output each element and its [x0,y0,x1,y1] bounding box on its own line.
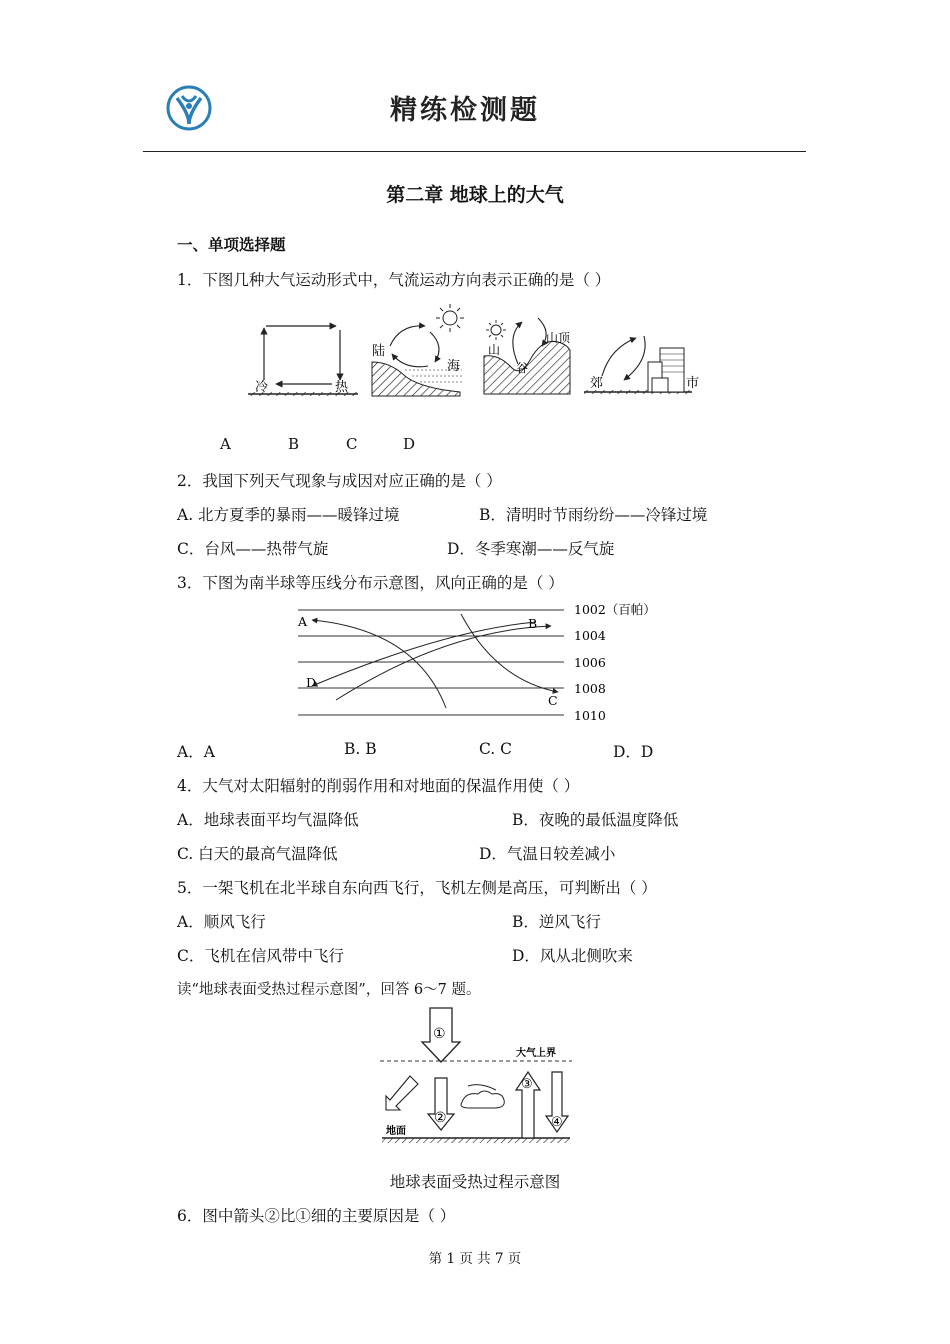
q6-stem: 6．图中箭头②比①细的主要原因是（ ） [177,1207,456,1225]
q3-label-1008: 1008 [574,681,606,696]
header-rule [143,151,806,152]
section-title: 一、单项选择题 [177,235,286,254]
q4-option-d: D．气温日较差减小 [479,845,616,863]
q1-fig-b [372,304,464,396]
q3-arrow-a [312,620,446,708]
q3-arrow-label-d: D [306,675,317,690]
q1-stem: 1．下图几种大气运动形式中，气流运动方向表示正确的是（ ） [177,271,611,289]
header-title: 精练检测题 [390,95,540,126]
q1-label-hot: 热 [335,380,349,395]
q3-arrow-label-a: A [298,614,308,629]
heat-arrow-4-label: ④ [551,1115,563,1130]
q3-arrow-label-b: B [528,616,538,631]
heat-cloud [461,1091,504,1108]
shield-logo-icon [165,84,213,132]
heat-top-label: 大气上界 [516,1048,556,1059]
heat-figure [376,1006,576,1148]
heat-ground-label: 地面 [386,1126,406,1137]
q5-stem: 5．一架飞机在北半球自东向西飞行，飞机左侧是高压，可判断出（ ） [177,879,657,897]
q1-label-city: 市 [686,376,700,391]
q5-option-c: C．飞机在信风带中飞行 [177,947,344,965]
heat-caption: 地球表面受热过程示意图 [389,1173,561,1191]
q1-label-land: 陆 [372,344,386,359]
q2-stem: 2．我国下列天气现象与成因对应正确的是（ ） [177,472,502,490]
q1-option-d: D [403,435,416,453]
q4-stem: 4．大气对太阳辐射的削弱作用和对地面的保温作用使（ ） [177,777,580,795]
q1-label-peak: 山顶 [546,331,571,345]
q4-option-b: B．夜晚的最低温度降低 [512,811,679,829]
q1-label-suburb: 郊 [590,376,604,391]
header-logo [165,84,213,132]
page-footer: 第 1 页 共 7 页 [428,1251,522,1267]
q1-option-a: A [220,435,231,453]
q3-stem: 3．下图为南半球等压线分布示意图，风向正确的是（ ） [177,574,564,592]
q1-label-cold: 冷 [255,380,269,395]
q1-figure [240,296,710,406]
q5-option-b: B．逆风飞行 [512,913,601,931]
q2-option-a: A. 北方夏季的暴雨——暖锋过境 [177,506,400,524]
q3-option-a: A．A [177,743,215,761]
q3-label-1002: 1002（百帕） [574,602,656,617]
q1-label-valley: 谷 [516,361,529,375]
q5-option-d: D．风从北侧吹来 [512,947,633,965]
q3-option-b: B. B [344,740,377,758]
q4-option-a: A．地球表面平均气温降低 [177,811,359,829]
q3-arrow-label-c: C [548,693,558,708]
heat-arrow-1-label: ① [433,1026,446,1042]
heat-arrow-2-label: ② [434,1110,447,1126]
q1-label-sea: 海 [447,359,461,374]
q3-label-1006: 1006 [574,655,606,670]
q1-fig-c [484,318,571,394]
read-intro: 读“地球表面受热过程示意图”，回答 6～7 题。 [177,982,481,998]
q4-option-c: C. 白天的最高气温降低 [177,845,338,863]
q3-figure [296,600,666,730]
q1-label-mountain: 山 [488,343,501,357]
q3-label-1010: 1010 [574,708,606,723]
q2-option-b: B．清明时节雨纷纷——冷锋过境 [479,506,708,524]
chapter-title: 第二章 地球上的大气 [386,184,564,206]
q1-option-c: C [346,435,358,453]
q1-fig-d [584,336,699,392]
q3-option-d: D．D [613,743,654,761]
q5-option-a: A．顺风飞行 [177,913,266,931]
heat-arrow-3-label: ③ [521,1077,533,1092]
q2-option-d: D．冬季寒潮——反气旋 [447,540,615,558]
q3-option-c: C. C [479,740,513,758]
q1-option-b: B [288,435,300,453]
heat-reflect-arrow [386,1076,418,1110]
q2-option-c: C．台风——热带气旋 [177,540,329,558]
q3-arrow-b [336,626,551,700]
q3-label-1004: 1004 [574,628,606,643]
q1-fig-a [248,326,358,395]
